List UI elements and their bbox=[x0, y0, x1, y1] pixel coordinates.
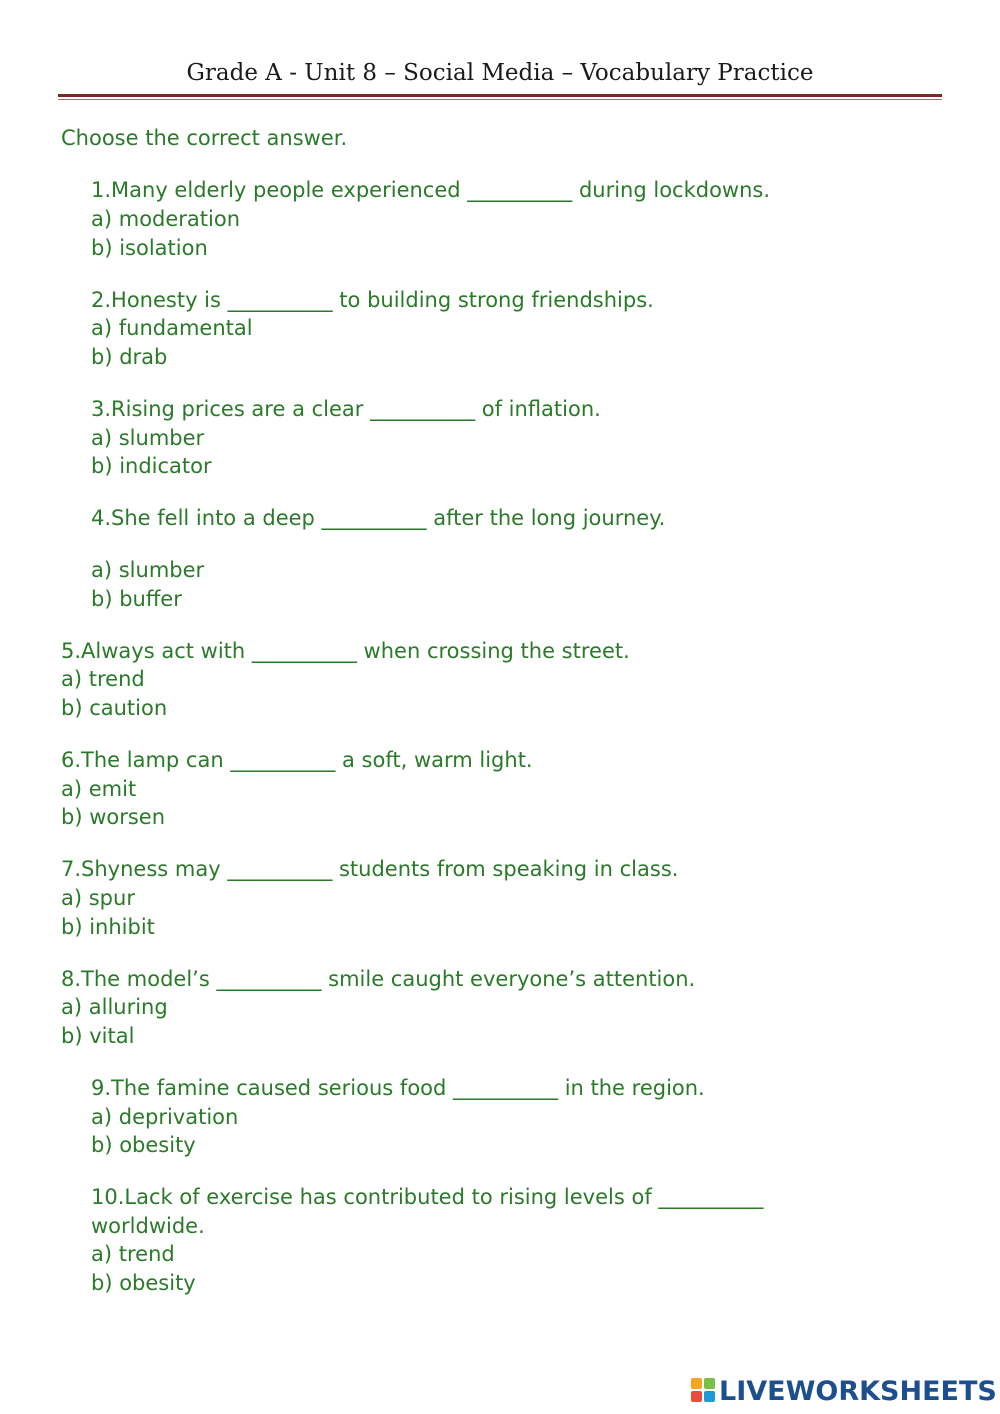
header-divider-thin bbox=[58, 99, 942, 100]
question-4-stem: 4.She fell into a deep __________ after the long journey. bbox=[91, 506, 666, 530]
question-6-option-a[interactable]: a) emit bbox=[61, 777, 137, 801]
question-10-option-b[interactable]: b) obesity bbox=[91, 1271, 196, 1295]
liveworksheets-logo-icon bbox=[691, 1378, 717, 1404]
question-8-option-a[interactable]: a) alluring bbox=[61, 995, 168, 1019]
question-10-stem-continued: worldwide. bbox=[91, 1214, 205, 1238]
question-5-stem: 5.Always act with __________ when crossing the street. bbox=[61, 639, 630, 663]
logo-text: LIVEWORKSHEETS bbox=[719, 1375, 997, 1407]
question-10-stem: 10.Lack of exercise has contributed to rising levels of __________ bbox=[91, 1185, 764, 1209]
question-6-option-b[interactable]: b) worsen bbox=[61, 805, 166, 829]
question-7-stem: 7.Shyness may __________ students from speaking in class. bbox=[61, 857, 679, 881]
question-3-stem: 3.Rising prices are a clear __________ of inflation. bbox=[91, 397, 601, 421]
question-2-option-a[interactable]: a) fundamental bbox=[91, 316, 253, 340]
instructions: Choose the correct answer. bbox=[61, 126, 348, 150]
question-8-stem: 8.The model’s __________ smile caught everyone’s attention. bbox=[61, 967, 696, 991]
question-8-option-b[interactable]: b) vital bbox=[61, 1024, 135, 1048]
question-1-stem: 1.Many elderly people experienced __________ during lockdowns. bbox=[91, 178, 771, 202]
question-9-option-b[interactable]: b) obesity bbox=[91, 1133, 196, 1157]
question-5-option-a[interactable]: a) trend bbox=[61, 667, 145, 691]
question-2-option-b[interactable]: b) drab bbox=[91, 345, 168, 369]
question-7-option-a[interactable]: a) spur bbox=[61, 886, 135, 910]
question-1-option-b[interactable]: b) isolation bbox=[91, 236, 208, 260]
header-divider bbox=[58, 94, 942, 97]
question-3-option-b[interactable]: b) indicator bbox=[91, 454, 212, 478]
question-10-option-a[interactable]: a) trend bbox=[91, 1242, 175, 1266]
question-4-option-a[interactable]: a) slumber bbox=[91, 558, 205, 582]
question-4-option-b[interactable]: b) buffer bbox=[91, 587, 182, 611]
question-3-option-a[interactable]: a) slumber bbox=[91, 426, 205, 450]
question-5-option-b[interactable]: b) caution bbox=[61, 696, 168, 720]
question-7-option-b[interactable]: b) inhibit bbox=[61, 915, 155, 939]
question-9-option-a[interactable]: a) deprivation bbox=[91, 1105, 239, 1129]
question-9-stem: 9.The famine caused serious food __________ in the region. bbox=[91, 1076, 705, 1100]
question-2-stem: 2.Honesty is __________ to building strong friendships. bbox=[91, 288, 654, 312]
liveworksheets-logo bbox=[691, 1376, 997, 1406]
question-6-stem: 6.The lamp can __________ a soft, warm light. bbox=[61, 748, 533, 772]
page-title: Grade A - Unit 8 – Social Media – Vocabulary Practice bbox=[186, 60, 814, 86]
question-1-option-a[interactable]: a) moderation bbox=[91, 207, 241, 231]
